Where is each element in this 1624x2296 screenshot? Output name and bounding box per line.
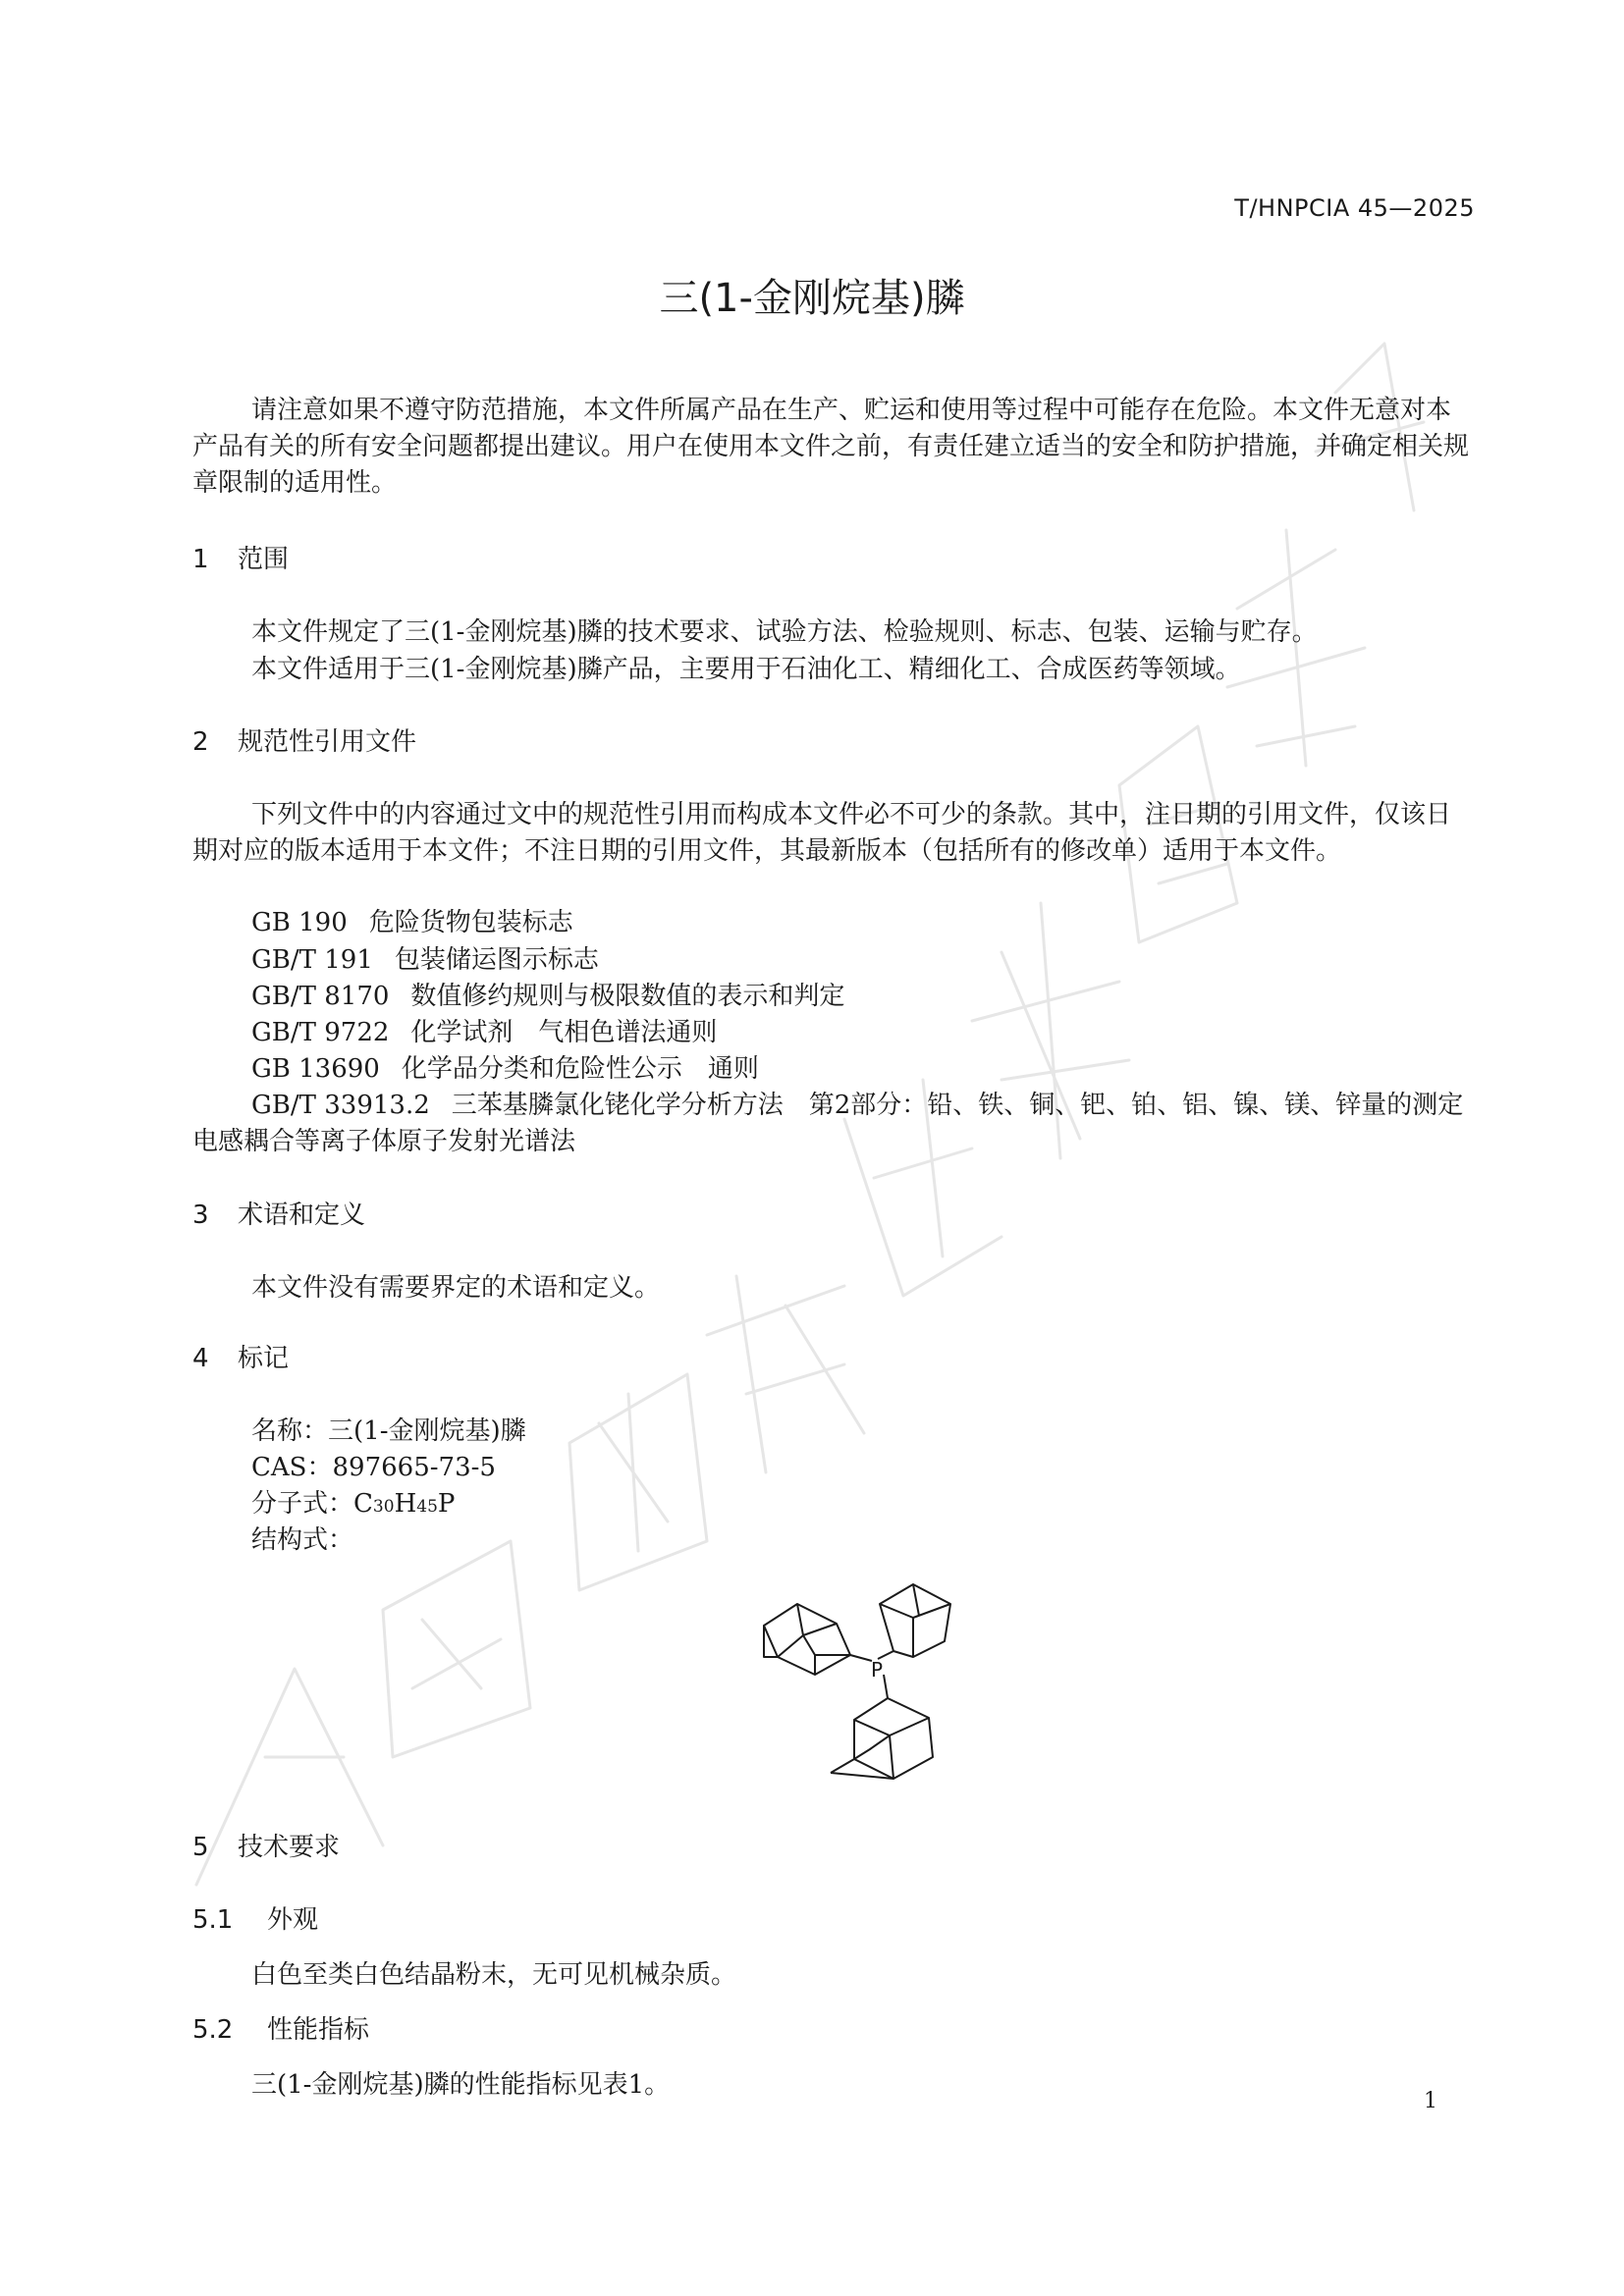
structural-formula <box>746 1539 992 1794</box>
mark-formula-label: 分子式： <box>251 1489 354 1519</box>
reference-code: GB/T 33913.2 <box>251 1091 430 1120</box>
reference-code: GB 190 <box>251 908 348 937</box>
section-5-heading <box>192 1830 340 1866</box>
section-number: 5.1 <box>192 1905 234 1935</box>
formula-element: C <box>353 1489 373 1519</box>
reference-item <box>251 979 844 1015</box>
mark-formula <box>251 1486 455 1525</box>
section-number: 5 <box>192 1833 209 1862</box>
mark-cas-label: CAS： <box>251 1453 333 1482</box>
intro-paragraph: 请注意如果不遵守防范措施，本文件所属产品在生产、贮运和使用等过程中可能存在危险。本文件无意对本产品有关的所有安全问题都提出建议。用户在使用本文件之前，有责任建立适当的安全和防护措施，并确定相关规章限制的适用性。 <box>192 396 1470 498</box>
section-title: 标记 <box>238 1344 290 1373</box>
section-1-heading <box>192 542 289 578</box>
phosphorus-atom-label: P <box>871 1658 884 1682</box>
section-title: 规范性引用文件 <box>238 727 417 757</box>
reference-item <box>251 905 573 941</box>
reference-code: GB/T 8170 <box>251 982 390 1011</box>
document-title: 三(1-金刚烷基)膦 <box>659 276 965 321</box>
mark-structure-label: 结构式： <box>251 1525 354 1555</box>
reference-title: 包装储运图示标志 <box>394 945 599 975</box>
reference-title: 化学品分类和危险性公示 通则 <box>401 1054 759 1084</box>
reference-item <box>192 1088 1489 1160</box>
section-5-1-heading <box>192 1902 318 1939</box>
reference-code: GB/T 9722 <box>251 1018 390 1047</box>
page-number: 1 <box>1424 2089 1437 2113</box>
section-number: 2 <box>192 727 209 757</box>
reference-code: GB 13690 <box>251 1054 380 1084</box>
section-5-2-paragraph: 三(1-金刚烷基)膦的性能指标见表1。 <box>251 2070 671 2100</box>
section-title: 术语和定义 <box>238 1201 366 1230</box>
reference-title: 危险货物包装标志 <box>368 908 573 937</box>
formula-count: 30 <box>372 1497 395 1517</box>
section-2-heading <box>192 724 416 761</box>
mark-name-label: 名称： <box>251 1416 329 1446</box>
formula-element: P <box>437 1489 456 1519</box>
section-number: 5.2 <box>192 2015 234 2045</box>
section-5-2-heading <box>192 2012 369 2049</box>
section-4-heading <box>192 1341 289 1377</box>
section-2-paragraph: 下列文件中的内容通过文中的规范性引用而构成本文件必不可少的条款。其中，注日期的引用文件，仅该日期对应的版本适用于本文件；不注日期的引用文件，其最新版本（包括所有的修改单）适用于本文件。 <box>192 800 1452 866</box>
formula-count: 45 <box>416 1497 438 1517</box>
reference-title: 数值修约规则与极限数值的表示和判定 <box>410 982 845 1011</box>
section-title: 范围 <box>238 545 290 574</box>
section-title: 外观 <box>267 1905 319 1935</box>
section-3-paragraph: 本文件没有需要界定的术语和定义。 <box>251 1273 661 1303</box>
reference-code: GB/T 191 <box>251 945 373 975</box>
document-code: T/HNPCIA 45—2025 <box>1234 194 1475 222</box>
reference-item <box>251 942 599 979</box>
section-5-1-paragraph: 白色至类白色结晶粉末，无可见机械杂质。 <box>251 1960 737 1990</box>
mark-cas <box>251 1450 496 1486</box>
section-number: 1 <box>192 545 209 574</box>
section-title: 性能指标 <box>267 2015 370 2045</box>
reference-item <box>251 1051 759 1088</box>
reference-item <box>251 1015 717 1051</box>
section-1-paragraph-2: 本文件适用于三(1-金刚烷基)膦产品，主要用于石油化工、精细化工、合成医药等领域。 <box>251 655 1241 684</box>
section-title: 技术要求 <box>238 1833 341 1862</box>
section-1-paragraph-1: 本文件规定了三(1-金刚烷基)膦的技术要求、试验方法、检验规则、标志、包装、运输与贮存。 <box>251 617 1318 647</box>
reference-title: 三苯基膦氯化铑化学分析方法 第2部分：铅、铁、铜、钯、铂、铝、镍、镁、锌量的测定 电感耦合等离子体原子发射光谱法 <box>192 1091 1489 1156</box>
mark-name <box>251 1414 526 1450</box>
reference-title: 化学试剂 气相色谱法通则 <box>410 1018 718 1047</box>
mark-name-value: 三(1-金刚烷基)膦 <box>328 1416 526 1446</box>
section-number: 3 <box>192 1201 209 1230</box>
mark-cas-value: 897665-73-5 <box>332 1453 496 1482</box>
section-3-heading <box>192 1198 365 1234</box>
formula-element: H <box>394 1489 417 1519</box>
section-number: 4 <box>192 1344 209 1373</box>
